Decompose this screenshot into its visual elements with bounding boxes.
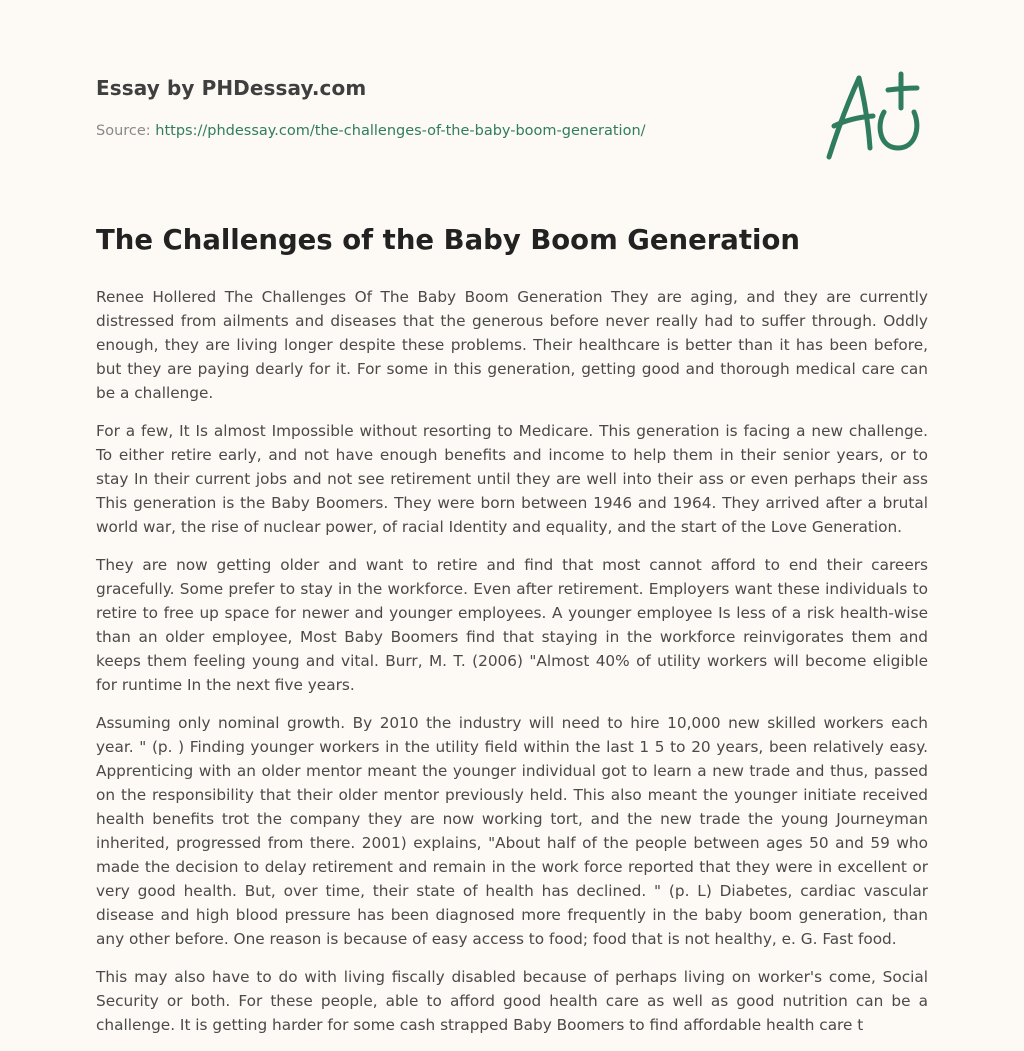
source-line (96, 123, 646, 139)
a-plus-grade-icon (820, 68, 928, 164)
source-link[interactable]: https://phdessay.com/the-challenges-of-the-baby-boom-generation/ (155, 123, 646, 139)
essay-paragraph: This may also have to do with living fiscally disabled because of perhaps living on worker's come, Social Security or both. For these people, able to afford good health care as well as good nutrition can be a challenge. It is getting harder for some cash strapped Baby Boomers to find affordable health care t (96, 968, 928, 1034)
essay-paragraph: For a few, It Is almost Impossible without resorting to Medicare. This generation is facing a new challenge. To either retire early, and not have enough benefits and income to help them in their senior years, or to stay In their current jobs and not see retirement until they are well into their ass or even perhaps their ass This generation is the Baby Boomers. They were born between 1946 and 1964. They arrived after a brutal world war, the rise of nuclear power, of racial Identity and equality, and the start of the Love Generation. (96, 422, 928, 536)
essay-title: The Challenges of the Baby Boom Generation (96, 224, 800, 256)
essay-body (96, 285, 928, 1051)
site-title: Essay by PHDessay.com (96, 76, 367, 100)
essay-paragraph: Renee Hollered The Challenges Of The Baby Boom Generation They are aging, and they are currently distressed from ailments and diseases that the generous before never really had to suffer through. Oddly enough, they are living longer despite these problems. Their healthcare is better than it has been before, but they are paying dearly for it. For some in this generation, getting good and thorough medical care can be a challenge. (96, 288, 928, 402)
essay-paragraph: They are now getting older and want to retire and find that most cannot afford to end their careers gracefully. Some prefer to stay in the workforce. Even after retirement. Employers want these individuals to retire to free up space for newer and younger employees. A younger employee Is less of a risk health-wise than an older employee, Most Baby Boomers find that staying in the workforce reinvigorates them and keeps them feeling young and vital. Burr, M. T. (2006) "Almost 40% of utility workers will become eligible for runtime In the next five years. (96, 556, 928, 694)
essay-paragraph: Assuming only nominal growth. By 2010 the industry will need to hire 10,000 new skilled workers each year. " (p. ) Finding younger workers in the utility field within the last 1 5 to 20 years, been relatively easy. Apprenticing with an older mentor meant the younger individual got to learn a new trade and thus, passed on the responsibility that their older mentor previously held. This also meant the younger initiate received health benefits trot the company they are now working tort, and the new trade the young Journeyman inherited, progressed from there. 2001) explains, "About half of the people between ages 50 and 59 who made the decision to delay retirement and remain in the work force reported that they were in excellent or very good health. But, over time, their state of health has declined. " (p. L) Diabetes, cardiac vascular disease and high blood pressure has been diagnosed more frequently in the baby boom generation, than any other before. One reason is because of easy access to food; food that is not healthy, e. G. Fast food. (96, 714, 928, 948)
source-label: Source: (96, 123, 151, 139)
